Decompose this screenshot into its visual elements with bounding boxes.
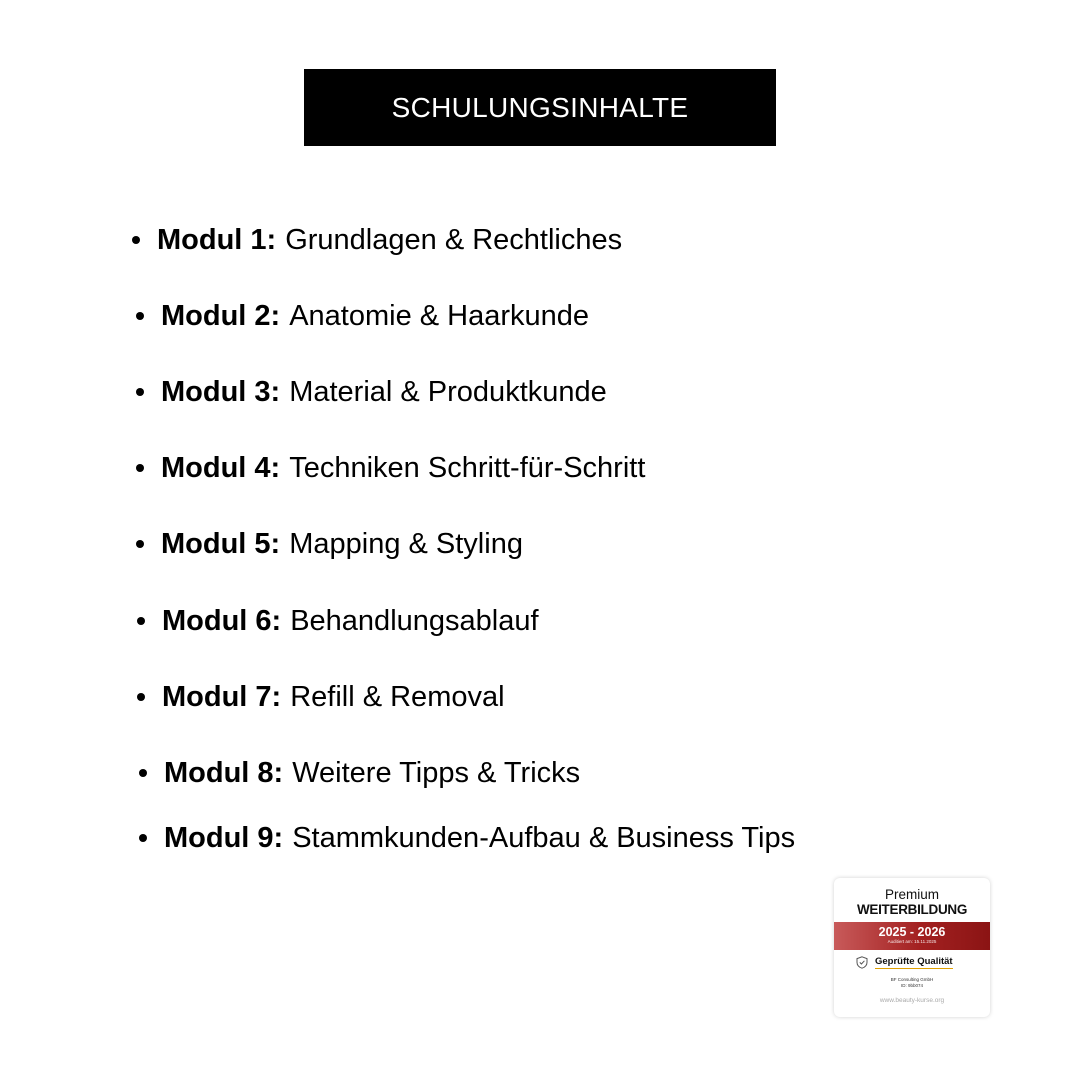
badge-url: www.beauty-kurse.org: [879, 997, 945, 1004]
bullet: [136, 388, 144, 396]
module-title: Anatomie & Haarkunde: [289, 299, 590, 332]
module-label: Modul 4:: [161, 451, 281, 484]
module-label: Modul 2:: [161, 299, 281, 332]
module-label: Modul 8:: [164, 756, 284, 789]
shield-check-icon: [856, 956, 868, 969]
badge-years: 2025 - 2026: [878, 925, 946, 939]
module-label: Modul 5:: [161, 527, 281, 560]
bullet: [136, 464, 144, 472]
bullet: [139, 834, 147, 842]
module-item-9: [139, 818, 795, 858]
page-title: SCHULUNGSINHALTE: [391, 91, 689, 123]
module-label: Modul 7:: [162, 680, 282, 713]
module-label: Modul 9:: [164, 821, 284, 854]
module-label: Modul 3:: [161, 375, 281, 408]
badge-title: WEITERBILDUNG: [856, 902, 968, 917]
bullet: [137, 693, 145, 701]
bullet: [137, 617, 145, 625]
module-title: Mapping & Styling: [289, 527, 523, 560]
bullet: [139, 769, 147, 777]
module-item-8: [139, 753, 580, 793]
badge-quality-row: [856, 956, 953, 969]
module-title: Material & Produktkunde: [289, 375, 607, 408]
module-title: Behandlungsablauf: [290, 604, 539, 637]
module-item-1: [132, 220, 622, 260]
badge-year-band: [834, 922, 990, 950]
module-item-2: [136, 296, 589, 336]
module-item-4: [136, 448, 645, 488]
badge-company-id: ID: 9bb074: [900, 983, 924, 988]
badge-premium-label: Premium: [884, 887, 939, 902]
bullet: [136, 540, 144, 548]
bullet: [132, 236, 140, 244]
title-banner: [304, 69, 776, 146]
module-item-3: [136, 372, 607, 412]
module-title: Grundlagen & Rechtliches: [285, 223, 623, 256]
module-label: Modul 6:: [162, 604, 282, 637]
badge-company-name: BF Consulting GmbH: [890, 977, 934, 982]
bullet: [136, 312, 144, 320]
badge-audit-date: Auditiert am: 15.11.2025: [887, 939, 937, 944]
module-item-6: [137, 601, 539, 641]
module-label: Modul 1:: [157, 223, 277, 256]
module-title: Weitere Tipps & Tricks: [292, 756, 581, 789]
badge-quality-text: Geprüfte Qualität: [875, 956, 953, 967]
badge-company-info: [834, 977, 990, 989]
module-item-5: [136, 524, 523, 564]
module-title: Refill & Removal: [290, 680, 505, 713]
module-item-7: [137, 677, 505, 717]
module-title: Techniken Schritt-für-Schritt: [289, 451, 646, 484]
module-title: Stammkunden-Aufbau & Business Tips: [292, 821, 796, 854]
quality-seal-badge: [834, 878, 990, 1017]
